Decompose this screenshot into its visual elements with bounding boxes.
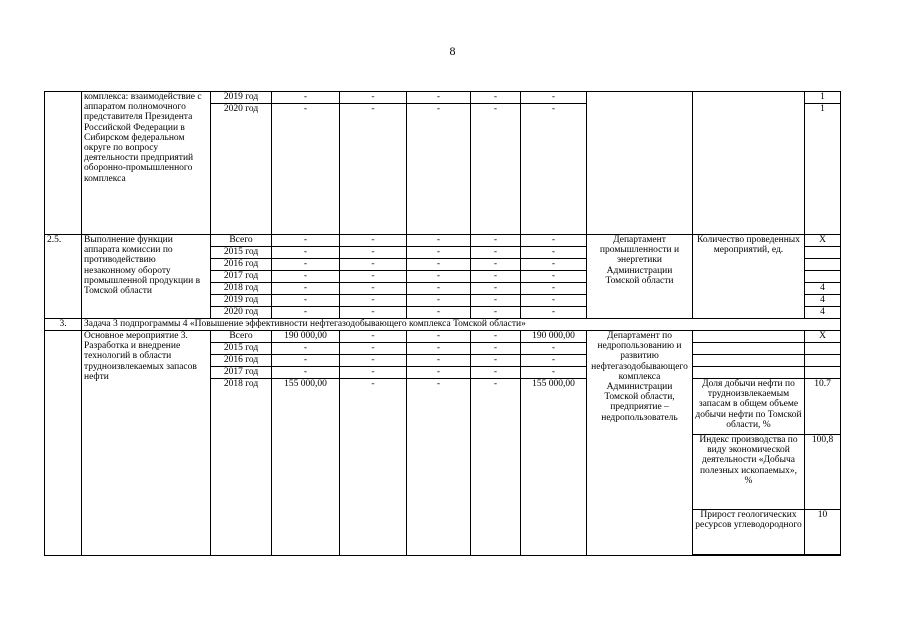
amount-cell: -: [521, 283, 587, 295]
amount-cell: -: [471, 295, 521, 307]
amount-cell: -: [340, 307, 407, 319]
amount-cell: 190 000,00: [272, 331, 340, 343]
amount-cell: -: [521, 247, 587, 259]
amount-cell: -: [521, 307, 587, 319]
amount-cell: -: [407, 343, 471, 355]
year-cell: 2020 год: [211, 307, 272, 319]
amount-cell: -: [272, 271, 340, 283]
table-row: [45, 92, 841, 104]
amount-cell: -: [521, 355, 587, 367]
amount-cell: -: [272, 104, 340, 235]
num-cell: 3.: [45, 319, 82, 331]
amount-cell: -: [471, 104, 521, 235]
amount-cell: -: [407, 283, 471, 295]
year-cell: 2018 год: [211, 283, 272, 295]
amount-cell: -: [272, 247, 340, 259]
amount-cell: -: [340, 295, 407, 307]
amount-cell: -: [471, 367, 521, 379]
amount-cell: -: [471, 259, 521, 271]
amount-cell: -: [407, 367, 471, 379]
amount-cell: -: [471, 92, 521, 104]
indicator-cell: [693, 355, 805, 367]
amount-cell: -: [521, 271, 587, 283]
amount-cell: -: [340, 283, 407, 295]
amount-cell: -: [407, 331, 471, 343]
amount-cell: 155 000,00: [521, 379, 587, 556]
amount-cell: -: [407, 379, 471, 556]
amount-cell: -: [407, 271, 471, 283]
amount-cell: -: [272, 235, 340, 247]
amount-cell: -: [521, 259, 587, 271]
program-table: [44, 91, 841, 556]
amount-cell: -: [407, 247, 471, 259]
year-cell: Всего: [211, 235, 272, 247]
amount-cell: -: [340, 104, 407, 235]
indicator-cell: [693, 331, 805, 343]
num-cell: [45, 331, 82, 556]
amount-cell: -: [272, 92, 340, 104]
amount-cell: -: [272, 295, 340, 307]
year-cell: 2015 год: [211, 247, 272, 259]
target-cell: [805, 555, 841, 556]
amount-cell: -: [407, 355, 471, 367]
amount-cell: -: [521, 104, 587, 235]
target-cell: 1: [805, 104, 841, 235]
amount-cell: -: [471, 355, 521, 367]
year-cell: 2020 год: [211, 104, 272, 235]
amount-cell: -: [407, 104, 471, 235]
target-cell: Х: [805, 235, 841, 247]
indicator-cell: Доля добычи нефти по трудноизвлекаемым запасам в общем объеме добычи нефти по Томской области, %: [693, 379, 805, 435]
amount-cell: -: [521, 92, 587, 104]
year-cell: Всего: [211, 331, 272, 343]
amount-cell: -: [340, 259, 407, 271]
year-cell: 2019 год: [211, 295, 272, 307]
amount-cell: -: [471, 307, 521, 319]
target-cell: 4: [805, 295, 841, 307]
task-title: Задача 3 подпрограммы 4 «Повышение эффективности нефтегазодобывающего комплекса Томской области»: [82, 319, 841, 331]
amount-cell: -: [471, 283, 521, 295]
indicator-cell: [693, 92, 805, 235]
indicator-cell: Индекс производства по виду экономической деятельности «Добыча полезных ископаемых», %: [693, 435, 805, 510]
amount-cell: -: [407, 92, 471, 104]
amount-cell: -: [521, 343, 587, 355]
executor-cell: Департамент промышленности и энергетики Администрации Томской области: [587, 235, 693, 319]
amount-cell: -: [340, 235, 407, 247]
target-cell: [805, 343, 841, 355]
indicator-cell: Прирост геологических ресурсов углеводородного: [693, 510, 805, 555]
amount-cell: -: [272, 367, 340, 379]
indicator-cell: Количество проведенных мероприятий, ед.: [693, 235, 805, 319]
year-cell: 2017 год: [211, 271, 272, 283]
amount-cell: 190 000,00: [521, 331, 587, 343]
indicator-cell: [693, 555, 805, 556]
amount-cell: -: [407, 307, 471, 319]
activity-cell: Основное мероприятие 3. Разработка и внедрение технологий в области трудноизвлекаемых запасов нефти: [82, 331, 211, 556]
year-cell: 2017 год: [211, 367, 272, 379]
activity-cell: комплекса: взаимодействие с аппаратом полномочного представителя Президента Российской Федерации в Сибирском федеральном округе по вопросу деятельности предприятий оборонно-промышленного комплекса: [82, 92, 211, 235]
amount-cell: -: [471, 343, 521, 355]
amount-cell: -: [272, 343, 340, 355]
year-cell: 2016 год: [211, 355, 272, 367]
num-cell: [45, 92, 82, 235]
amount-cell: -: [340, 355, 407, 367]
target-cell: 10: [805, 510, 841, 555]
task-row: [45, 319, 841, 331]
amount-cell: -: [340, 367, 407, 379]
amount-cell: -: [521, 235, 587, 247]
amount-cell: -: [340, 92, 407, 104]
amount-cell: -: [521, 295, 587, 307]
target-cell: [805, 355, 841, 367]
table-row: [45, 331, 841, 343]
amount-cell: -: [407, 295, 471, 307]
amount-cell: -: [340, 331, 407, 343]
amount-cell: -: [340, 271, 407, 283]
year-cell: 2018 год: [211, 379, 272, 556]
indicator-cell: [693, 367, 805, 379]
target-cell: 4: [805, 307, 841, 319]
target-cell: 10.7: [805, 379, 841, 435]
activity-cell: Выполнение функции аппарата комиссии по противодействию незаконному обороту промышленной продукции в Томской области: [82, 235, 211, 319]
executor-cell: Департамент по недропользованию и развитию нефтегазодобывающего комплекса Администрации Томской области, предприятие – недропользователь: [587, 331, 693, 556]
amount-cell: -: [272, 307, 340, 319]
target-cell: [805, 247, 841, 259]
target-cell: [805, 367, 841, 379]
amount-cell: -: [471, 379, 521, 556]
year-cell: 2016 год: [211, 259, 272, 271]
amount-cell: -: [407, 235, 471, 247]
target-cell: 4: [805, 283, 841, 295]
amount-cell: -: [471, 331, 521, 343]
year-cell: 2015 год: [211, 343, 272, 355]
target-cell: [805, 259, 841, 271]
year-cell: 2019 год: [211, 92, 272, 104]
amount-cell: -: [272, 283, 340, 295]
amount-cell: -: [340, 247, 407, 259]
amount-cell: -: [407, 259, 471, 271]
target-cell: [805, 271, 841, 283]
target-cell: Х: [805, 331, 841, 343]
target-cell: 100,8: [805, 435, 841, 510]
amount-cell: -: [471, 235, 521, 247]
page-number: 8: [449, 44, 456, 58]
table-row: [45, 235, 841, 247]
num-cell: 2.5.: [45, 235, 82, 319]
amount-cell: -: [471, 271, 521, 283]
amount-cell: -: [340, 379, 407, 556]
executor-cell: [587, 92, 693, 235]
amount-cell: -: [521, 367, 587, 379]
amount-cell: -: [471, 247, 521, 259]
indicator-cell: [693, 343, 805, 355]
amount-cell: 155 000,00: [272, 379, 340, 556]
amount-cell: -: [340, 343, 407, 355]
amount-cell: -: [272, 259, 340, 271]
amount-cell: -: [272, 355, 340, 367]
target-cell: 1: [805, 92, 841, 104]
